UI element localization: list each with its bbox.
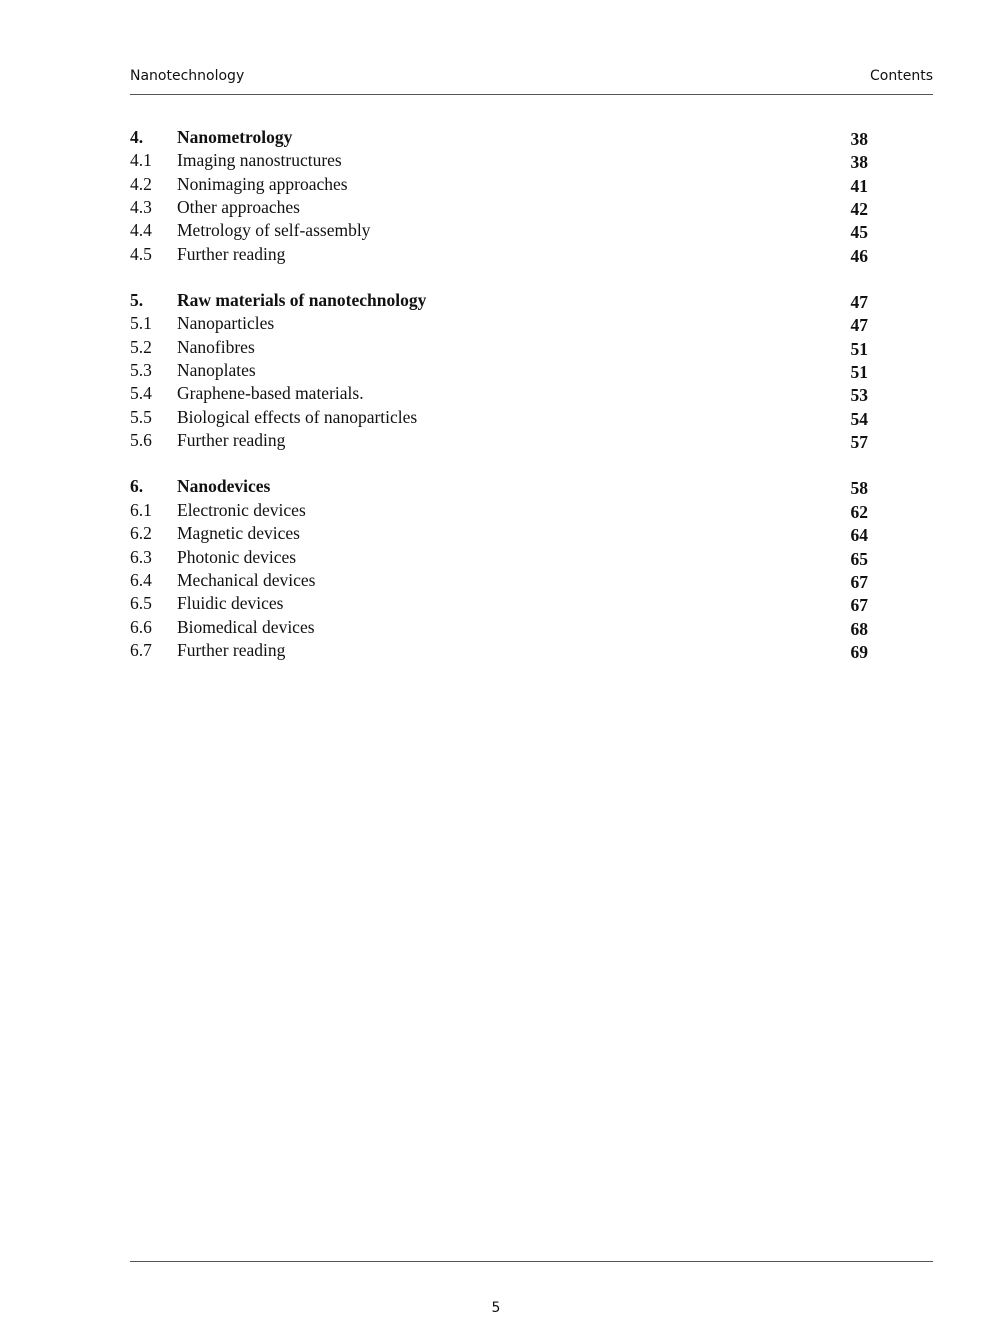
toc-entry-title: Biological effects of nanoparticles: [177, 406, 418, 427]
toc-entry-page: 69: [850, 641, 868, 662]
toc-entry-page: 68: [850, 618, 868, 639]
toc-entry-number: 5.6: [130, 430, 152, 451]
toc-chapter-entry[interactable]: [130, 475, 870, 498]
toc-entry-title: Fluidic devices: [177, 593, 284, 614]
toc-entry-page: 38: [850, 152, 868, 173]
table-of-contents: [130, 126, 870, 685]
toc-entry-title: Biomedical devices: [177, 616, 315, 637]
toc-entry-title: Nanometrology: [177, 127, 293, 147]
running-header-section: Contents: [870, 68, 933, 84]
toc-entry-page: 62: [850, 501, 868, 522]
toc-entry-title: Nanoparticles: [177, 313, 275, 334]
toc-entry-page: 46: [850, 245, 868, 266]
toc-section-entry[interactable]: [130, 429, 870, 452]
toc-section-entry[interactable]: [130, 312, 870, 335]
toc-entry-number: 6.6: [130, 616, 152, 637]
toc-section-entry[interactable]: [130, 173, 870, 196]
page-number: 5: [491, 1300, 501, 1316]
toc-section-entry[interactable]: [130, 569, 870, 592]
toc-entry-page: 47: [850, 292, 868, 313]
toc-chapter-group: [130, 126, 870, 266]
toc-section-entry[interactable]: [130, 149, 870, 172]
toc-entry-number: 5.4: [130, 383, 152, 404]
toc-entry-page: 65: [850, 548, 868, 569]
toc-section-entry[interactable]: [130, 336, 870, 359]
toc-entry-number: 5.1: [130, 313, 152, 334]
toc-section-entry[interactable]: [130, 196, 870, 219]
toc-entry-title: Further reading: [177, 430, 286, 451]
toc-section-entry[interactable]: [130, 639, 870, 662]
toc-entry-number: 5.2: [130, 336, 152, 357]
toc-entry-title: Other approaches: [177, 197, 300, 218]
toc-entry-number: 4.2: [130, 173, 152, 194]
toc-entry-number: 6.7: [130, 639, 152, 660]
toc-entry-page: 38: [850, 129, 868, 149]
toc-section-entry[interactable]: [130, 219, 870, 242]
toc-entry-page: 57: [850, 432, 868, 453]
toc-entry-page: 51: [850, 362, 868, 383]
toc-entry-page: 51: [850, 338, 868, 359]
toc-section-entry[interactable]: [130, 499, 870, 522]
toc-entry-number: 6.: [130, 476, 144, 497]
toc-entry-page: 58: [850, 478, 868, 499]
toc-entry-page: 41: [850, 175, 868, 196]
running-header-book-title: Nanotechnology: [130, 68, 245, 84]
toc-section-entry[interactable]: [130, 406, 870, 429]
toc-section-entry[interactable]: [130, 359, 870, 382]
toc-entry-title: Further reading: [177, 243, 286, 264]
footer-divider: [130, 1261, 933, 1262]
toc-entry-number: 4.1: [130, 150, 152, 171]
toc-entry-number: 6.5: [130, 593, 152, 614]
toc-section-entry[interactable]: [130, 243, 870, 266]
toc-entry-number: 4.: [130, 127, 144, 147]
toc-entry-page: 64: [850, 525, 868, 546]
toc-chapter-entry[interactable]: [130, 289, 870, 312]
toc-entry-number: 6.1: [130, 499, 152, 520]
toc-entry-title: Imaging nanostructures: [177, 150, 342, 171]
toc-entry-title: Graphene-based materials.: [177, 383, 364, 404]
toc-entry-number: 6.4: [130, 569, 152, 590]
toc-entry-title: Mechanical devices: [177, 569, 316, 590]
toc-entry-title: Photonic devices: [177, 546, 297, 567]
toc-entry-page: 67: [850, 571, 868, 592]
toc-entry-title: Nanofibres: [177, 336, 255, 357]
toc-chapter-group: [130, 289, 870, 452]
toc-entry-title: Nanodevices: [177, 476, 271, 497]
toc-chapter-group: [130, 475, 870, 662]
toc-chapter-entry[interactable]: [130, 126, 870, 149]
toc-entry-number: 4.5: [130, 243, 152, 264]
toc-entry-page: 54: [850, 408, 868, 429]
toc-entry-number: 5.5: [130, 406, 152, 427]
toc-entry-title: Electronic devices: [177, 499, 306, 520]
toc-entry-number: 5.: [130, 290, 144, 311]
toc-entry-number: 4.4: [130, 220, 152, 241]
toc-entry-title: Further reading: [177, 639, 286, 660]
toc-entry-page: 42: [850, 199, 868, 220]
toc-section-entry[interactable]: [130, 592, 870, 615]
toc-entry-number: 6.3: [130, 546, 152, 567]
toc-entry-title: Magnetic devices: [177, 523, 300, 544]
toc-entry-title: Nanoplates: [177, 360, 256, 381]
toc-section-entry[interactable]: [130, 546, 870, 569]
toc-entry-number: 5.3: [130, 360, 152, 381]
toc-entry-title: Raw materials of nanotechnology: [177, 290, 427, 311]
toc-entry-number: 6.2: [130, 523, 152, 544]
toc-section-entry[interactable]: [130, 616, 870, 639]
page-header: [130, 66, 933, 95]
toc-entry-title: Metrology of self-assembly: [177, 220, 371, 241]
toc-entry-page: 47: [850, 315, 868, 336]
toc-entry-page: 67: [850, 595, 868, 616]
toc-entry-title: Nonimaging approaches: [177, 173, 348, 194]
toc-section-entry[interactable]: [130, 522, 870, 545]
toc-entry-page: 53: [850, 385, 868, 406]
toc-section-entry[interactable]: [130, 382, 870, 405]
toc-entry-number: 4.3: [130, 197, 152, 218]
toc-entry-page: 45: [850, 222, 868, 243]
